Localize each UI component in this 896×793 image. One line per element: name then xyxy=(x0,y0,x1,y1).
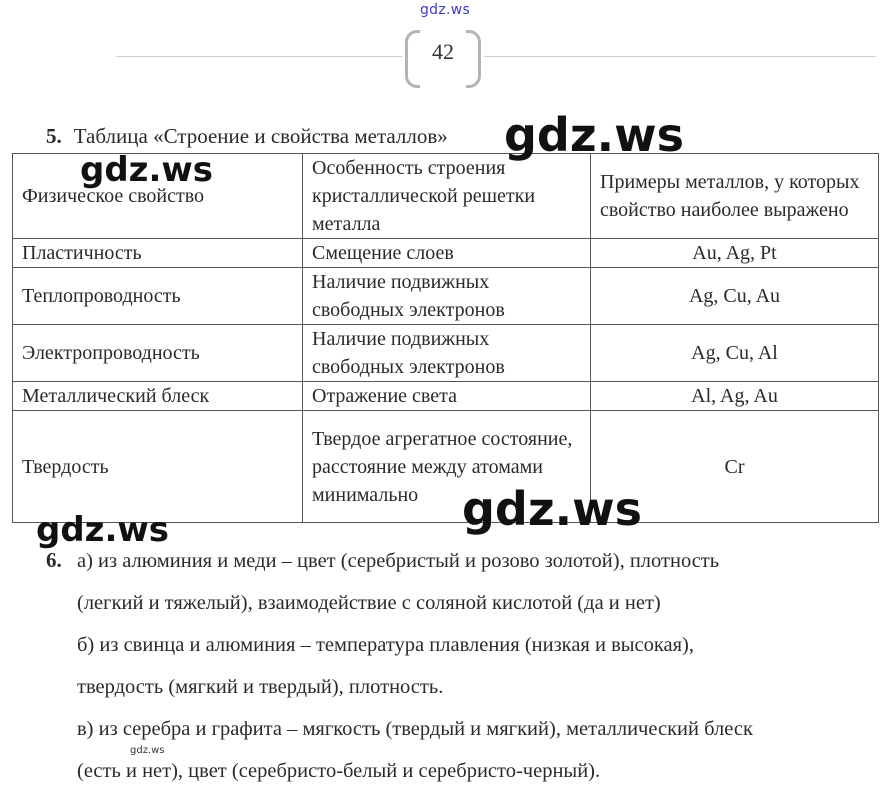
table-row xyxy=(13,239,879,268)
task6-line: (есть и нет), цвет (серебристо-белый и серебристо-черный). xyxy=(77,760,601,782)
header-rule-left xyxy=(116,56,402,57)
header-rule-right xyxy=(484,56,876,57)
watermark-big: gdz.ws xyxy=(504,108,684,162)
watermark-big: gdz.ws xyxy=(80,150,214,190)
table-cell: Металлический блеск xyxy=(13,382,303,411)
task6-number: 6. xyxy=(46,548,62,572)
task5-heading xyxy=(46,124,448,149)
task6-line: (легкий и тяжелый), взаимодействие с соляной кислотой (да и нет) xyxy=(77,592,661,614)
watermark-big: gdz.ws xyxy=(36,510,170,550)
page-number-box xyxy=(405,30,481,84)
table-cell: Теплопроводность xyxy=(13,268,303,325)
table-cell: Au, Ag, Pt xyxy=(591,239,879,268)
task6-line: б) из свинца и алюминия – температура плавления (низкая и высокая), xyxy=(77,634,695,656)
table-cell: Отражение света xyxy=(303,382,591,411)
watermark-big: gdz.ws xyxy=(462,482,642,536)
task6-line: а) из алюминия и меди – цвет (серебристый и розово золотой), плотность xyxy=(77,550,720,572)
task5-title: Таблица «Строение и свойства металлов» xyxy=(73,124,448,148)
table-row xyxy=(13,382,879,411)
header-cell: Примеры металлов, у которых свойство наиболее выражено xyxy=(591,154,879,239)
task5-number: 5. xyxy=(46,124,62,148)
header-cell: Физическое свойство xyxy=(13,154,303,239)
table-cell: Смещение слоев xyxy=(303,239,591,268)
properties-table xyxy=(12,153,879,523)
table-cell: Пластичность xyxy=(13,239,303,268)
table-cell: Ag, Cu, Al xyxy=(591,325,879,382)
table-cell: Al, Ag, Au xyxy=(591,382,879,411)
table-cell: Твердое агрегатное состояние, расстояние между атомами минимально xyxy=(303,411,591,523)
table-cell: Электропроводность xyxy=(13,325,303,382)
watermark-top: gdz.ws xyxy=(420,2,471,18)
table-row xyxy=(13,411,879,523)
page-number: 42 xyxy=(432,39,454,64)
watermark-small: gdz.ws xyxy=(130,745,165,756)
table-cell: Наличие подвижных свободных электронов xyxy=(303,268,591,325)
table-cell: Ag, Cu, Au xyxy=(591,268,879,325)
task6-line: в) из серебра и графита – мягкость (твердый и мягкий), металлический блеск xyxy=(77,718,753,740)
table-cell: Наличие подвижных свободных электронов xyxy=(303,325,591,382)
header-cell: Особенность строения кристаллической решетки металла xyxy=(303,154,591,239)
table-row xyxy=(13,325,879,382)
table-row xyxy=(13,268,879,325)
task6-line: твердость (мягкий и твердый), плотность. xyxy=(77,676,444,698)
table-cell: Cr xyxy=(591,411,879,523)
table-cell: Твердость xyxy=(13,411,303,523)
